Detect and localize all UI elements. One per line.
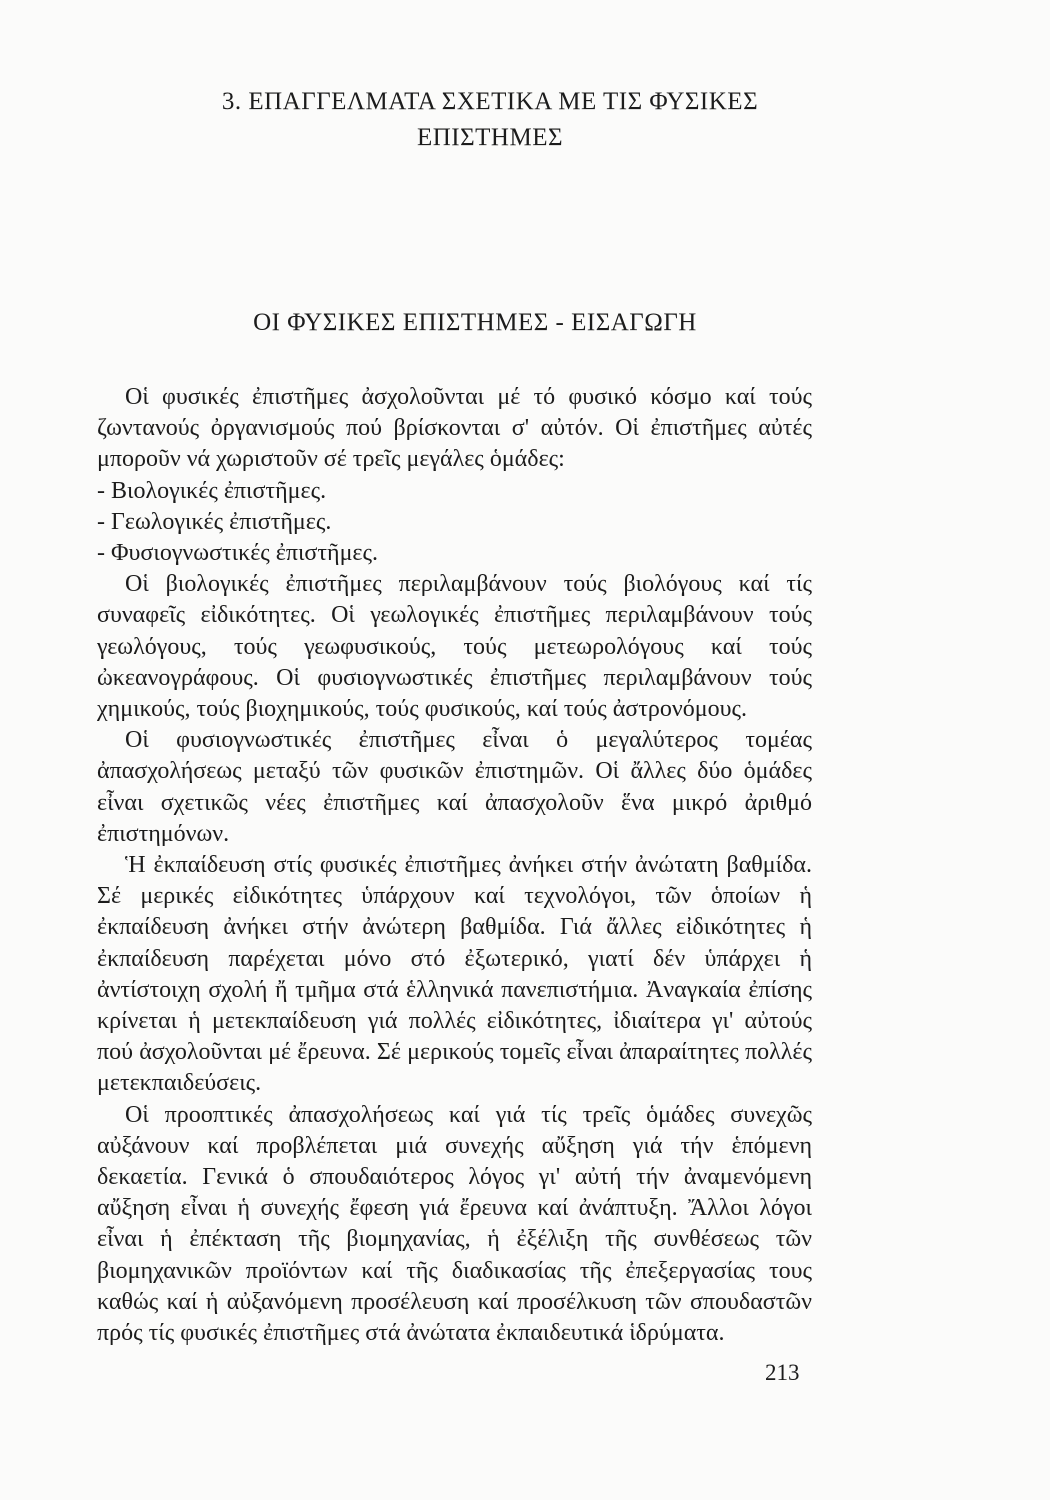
page-number: 213 (765, 1360, 800, 1385)
chapter-title (120, 84, 860, 156)
section-title: ΟΙ ΦΥΣΙΚΕΣ ΕΠΙΣΤΗΜΕΣ - ΕΙΣΑΓΩΓΗ (253, 309, 697, 336)
paragraph-intro: Οἱ φυσικές ἐπιστῆμες ἀσχολοῦνται μέ τό φυσικό κόσμο καί τούς ζωντανούς ὀργανισμούς πού βρίσκονται σ' αὐτόν. Οἱ ἐπιστῆμες αὐτές μποροῦν νά χωριστοῦν σέ τρεῖς μεγάλες ὁμάδες: (97, 384, 812, 473)
list-item-geological: - Γεωλογικές ἐπιστῆμες. (97, 508, 332, 535)
paragraph-education: Ἡ ἐκπαίδευση στίς φυσικές ἐπιστῆμες ἀνήκει στήν ἀνώτατη βαθμίδα. Σέ μερικές εἰδικότητες ὑπάρχουν καί τεχνολόγοι, τῶν ὁποίων ἡ ἐκπαίδευση ἀνήκει στήν ἀνώτερη βαθμίδα. Γιά ἄλλες εἰδικότητες ἡ ἐκπαίδευση παρέχεται μόνο στό ἐξωτερικό, γιατί δέν ὑπάρχει ἡ ἀντίστοιχη σχολή ἤ τμῆμα στά ἑλληνικά πανεπιστήμια. Ἀναγκαία ἐπίσης κρίνεται ἡ μετεκπαίδευση γιά πολλές εἰδικότητες, ἰδιαίτερα γι' αὐτούς πού ἀσχολοῦνται μέ ἔρευνα. Σέ μερικούς τομεῖς εἶναι ἀπαραίτητες πολλές μετεκπαιδεύσεις. (97, 852, 812, 1097)
list-item-biological: - Βιολογικές ἐπιστῆμες. (97, 477, 327, 504)
paragraph-employment-sector: Οἱ φυσιογνωστικές ἐπιστῆμες εἶναι ὁ μεγαλύτερος τομέας ἀπασχολήσεως μεταξύ τῶν φυσικῶν ἐπιστημῶν. Οἱ ἄλλες δύο ὁμάδες εἶναι σχετικῶς νέες ἐπιστῆμες καί ἀπασχολοῦν ἕνα μικρό ἀριθμό ἐπιστημόνων. (97, 727, 812, 847)
list-item-physical: - Φυσιογνωστικές ἐπιστῆμες. (97, 540, 379, 567)
paragraph-groups: Οἱ βιολογικές ἐπιστῆμες περιλαμβάνουν τούς βιολόγους καί τίς συναφεῖς εἰδικότητες. Οἱ γεωλογικές ἐπιστῆμες περιλαμβάνουν τούς γεωλόγους, τούς γεωφυσικούς, τούς μετεωρολόγους καί τούς ὠκεανογράφους. Οἱ φυσιογνωστικές ἐπιστῆμες περιλαμβάνουν τούς χημικούς, τούς βιοχημικούς, τούς φυσικούς, καί τούς ἀστρονόμους. (97, 571, 812, 723)
body-text (97, 382, 812, 1349)
chapter-title-line-1: 3. ΕΠΑΓΓΕΛΜΑΤΑ ΣΧΕΤΙΚΑ ΜΕ ΤΙΣ ΦΥΣΙΚΕΣ (221, 88, 759, 115)
chapter-title-line-2: ΕΠΙΣΤΗΜΕΣ (416, 124, 564, 151)
paragraph-prospects: Οἱ προοπτικές ἀπασχολήσεως καί γιά τίς τρεῖς ὁμάδες συνεχῶς αὐξάνουν καί προβλέπεται μιά συνεχής αὔξηση γιά τήν ἑπόμενη δεκαετία. Γενικά ὁ σπουδαιότερος λόγος γι' αὐτή τήν ἀναμενόμενη αὔξηση εἶναι ἡ συνεχής ἔφεση γιά ἔρευνα καί ἀνάπτυξη. Ἄλλοι λόγοι εἶναι ἡ ἐπέκταση τῆς βιομηχανίας, ἡ ἐξέλιξη τῆς συνθέσεως τῶν βιομηχανικῶν προϊόντων καί τῆς διαδικασίας τῆς ἐπεξεργασίας τους καθώς καί ἡ αὐξανόμενη προσέλευση καί προσέλκυση τῶν σπουδαστῶν πρός τίς φυσικές ἐπιστῆμες στά ἀνώτατα ἐκπαιδευτικά ἱδρύματα. (97, 1101, 812, 1347)
